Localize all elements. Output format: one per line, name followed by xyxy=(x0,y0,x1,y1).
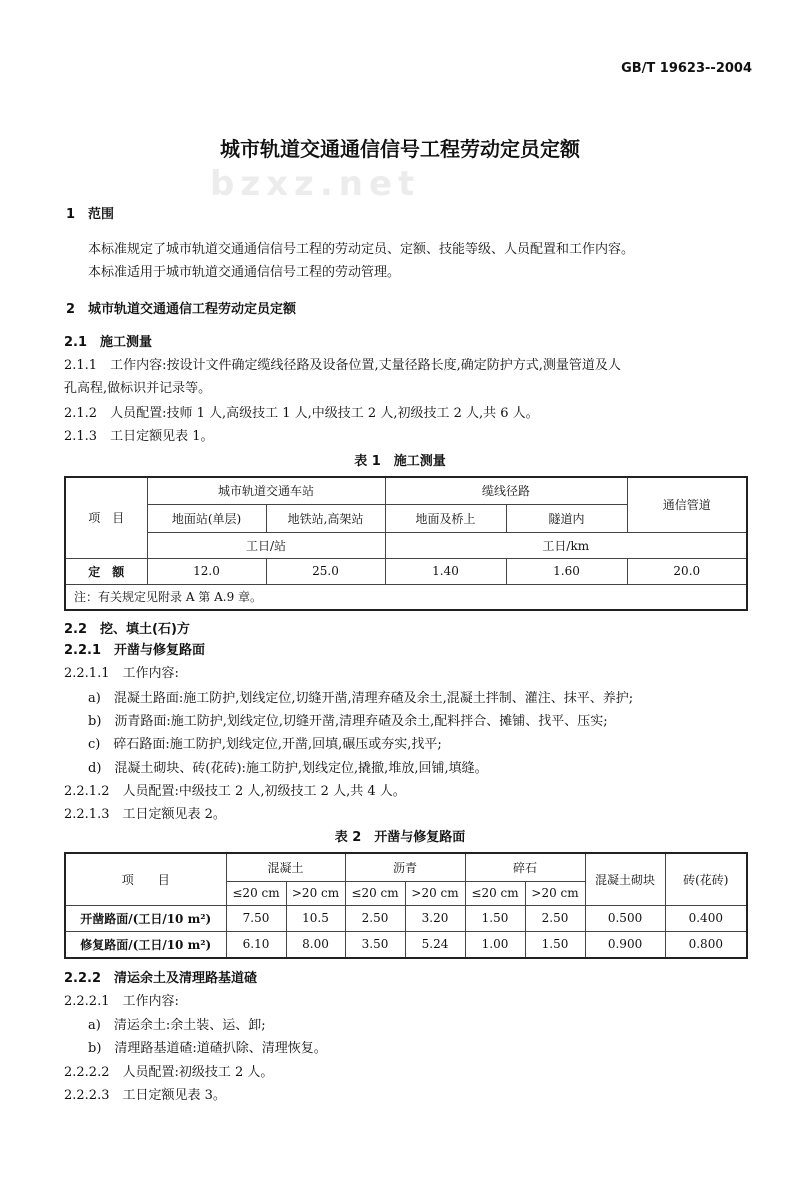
table-header: 砖(花砖) xyxy=(665,853,747,905)
table-cell: 25.0 xyxy=(266,558,385,584)
row-label: 定 额 xyxy=(65,558,147,584)
table-cell: 1.50 xyxy=(525,931,585,958)
row-label: 开凿路面/(工日/10 m²) xyxy=(65,905,226,931)
table-header: 项 目 xyxy=(65,853,226,905)
paragraph: 2.2.1.1 工作内容: xyxy=(64,666,179,681)
paragraph: 2.1.2 人员配置:技师 1 人,高级技工 1 人,中级技工 2 人,初级技工 2 人,共 6 人。 xyxy=(64,406,539,421)
table-cell: 7.50 xyxy=(226,905,286,931)
paragraph: 2.2.2.3 工日定额见表 3。 xyxy=(64,1088,226,1103)
table-unit: 工日/站 xyxy=(147,532,385,558)
table-note: 注：有关规定见附录 A 第 A.9 章。 xyxy=(65,584,747,610)
standard-number: GB/T 19623--2004 xyxy=(621,61,752,76)
table-row xyxy=(65,558,747,584)
table-cell: 3.20 xyxy=(405,905,465,931)
section-2-heading: 2 城市轨道交通通信工程劳动定员定额 xyxy=(66,302,297,317)
table-cell: 1.40 xyxy=(385,558,506,584)
table-cell: 1.60 xyxy=(506,558,627,584)
paragraph: 2.1.1 工作内容:按设计文件确定缆线径路及设备位置,丈量径路长度,确定防护方式,测量管道及人 xyxy=(64,358,621,373)
table-header: 项 目 xyxy=(65,477,147,558)
table-cell: 3.50 xyxy=(345,931,405,958)
table-row xyxy=(65,905,747,931)
list-item: d) 混凝土砌块、砖(花砖):施工防护,划线定位,撬撤,堆放,回铺,填缝。 xyxy=(88,761,488,776)
paragraph: 2.2.2.1 工作内容: xyxy=(64,994,179,1009)
table-header: 缆线径路 xyxy=(385,477,627,504)
table-header: 碎石 xyxy=(465,853,585,881)
table-2 xyxy=(64,852,748,959)
table-header: 混凝土砌块 xyxy=(585,853,665,905)
table-header: >20 cm xyxy=(525,881,585,905)
paragraph: 2.2.1.3 工日定额见表 2。 xyxy=(64,807,226,822)
paragraph: 2.2.2.2 人员配置:初级技工 2 人。 xyxy=(64,1065,274,1080)
table-header: 地面及桥上 xyxy=(385,504,506,532)
list-item: a) 混凝土路面:施工防护,划线定位,切缝开凿,清理弃碴及余土,混凝土拌制、灌注、抹平、养护; xyxy=(88,691,634,706)
table-cell: 0.900 xyxy=(585,931,665,958)
table-cell: 20.0 xyxy=(627,558,747,584)
table-header: ≤20 cm xyxy=(226,881,286,905)
table-header: 通信管道 xyxy=(627,477,747,532)
table-header: 地面站(单层) xyxy=(147,504,266,532)
paragraph: 2.1.3 工日定额见表 1。 xyxy=(64,429,214,444)
table-header: ≤20 cm xyxy=(345,881,405,905)
watermark: bzxz.net xyxy=(210,164,421,204)
paragraph: 2.2.1.2 人员配置:中级技工 2 人,初级技工 2 人,共 4 人。 xyxy=(64,784,406,799)
table-header: >20 cm xyxy=(286,881,345,905)
table-header: 城市轨道交通车站 xyxy=(147,477,385,504)
table-2-caption: 表 2 开凿与修复路面 xyxy=(334,830,466,845)
table-cell: 0.500 xyxy=(585,905,665,931)
page-title: 城市轨道交通通信信号工程劳动定员定额 xyxy=(220,137,580,161)
table-header: >20 cm xyxy=(405,881,465,905)
table-cell: 0.400 xyxy=(665,905,747,931)
list-item: b) 沥青路面:施工防护,划线定位,切缝开凿,清理弃碴及余土,配料拌合、摊铺、找平、压实; xyxy=(88,714,608,729)
table-cell: 8.00 xyxy=(286,931,345,958)
section-2-2-1-heading: 2.2.1 开凿与修复路面 xyxy=(64,643,206,658)
table-header: 地铁站,高架站 xyxy=(266,504,385,532)
table-cell: 6.10 xyxy=(226,931,286,958)
table-1-caption: 表 1 施工测量 xyxy=(354,454,446,469)
paragraph: 孔高程,做标识并记录等。 xyxy=(64,381,212,396)
section-2-1-heading: 2.1 施工测量 xyxy=(64,335,153,350)
paragraph: 本标准适用于城市轨道交通通信信号工程的劳动管理。 xyxy=(88,265,401,280)
list-item: b) 清理路基道碴:道碴扒除、清理恢复。 xyxy=(88,1041,327,1056)
table-cell: 10.5 xyxy=(286,905,345,931)
table-header: 隧道内 xyxy=(506,504,627,532)
table-header: 混凝土 xyxy=(226,853,345,881)
table-cell: 2.50 xyxy=(525,905,585,931)
table-unit: 工日/km xyxy=(385,532,747,558)
table-cell: 5.24 xyxy=(405,931,465,958)
list-item: a) 清运余土:余土装、运、卸; xyxy=(88,1018,266,1033)
table-cell: 1.50 xyxy=(465,905,525,931)
table-cell: 0.800 xyxy=(665,931,747,958)
table-header: ≤20 cm xyxy=(465,881,525,905)
row-label: 修复路面/(工日/10 m²) xyxy=(65,931,226,958)
table-header: 沥青 xyxy=(345,853,465,881)
table-1 xyxy=(64,476,748,611)
table-row xyxy=(65,931,747,958)
section-2-2-heading: 2.2 挖、填土(石)方 xyxy=(64,622,190,637)
list-item: c) 碎石路面:施工防护,划线定位,开凿,回填,碾压或夯实,找平; xyxy=(88,737,442,752)
table-cell: 2.50 xyxy=(345,905,405,931)
table-cell: 12.0 xyxy=(147,558,266,584)
table-cell: 1.00 xyxy=(465,931,525,958)
paragraph: 本标准规定了城市轨道交通通信信号工程的劳动定员、定额、技能等级、人员配置和工作内容。 xyxy=(88,242,635,257)
section-1-heading: 1 范围 xyxy=(66,207,115,222)
section-2-2-2-heading: 2.2.2 清运余土及清理路基道碴 xyxy=(64,971,258,986)
